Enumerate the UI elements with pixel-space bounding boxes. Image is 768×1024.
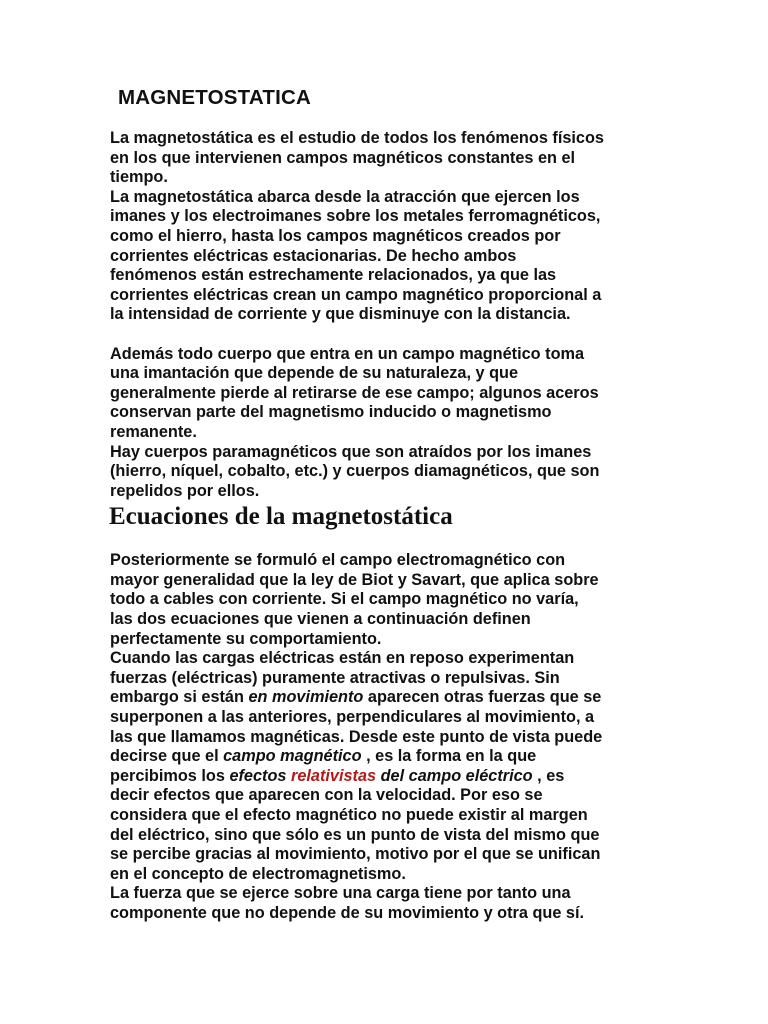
- text-line: como el hierro, hasta los campos magnéticos creados por: [110, 226, 561, 245]
- text-line: La fuerza que se ejerce sobre una carga tiene por tanto una: [110, 884, 571, 903]
- text-line: Posteriormente se formuló el campo electromagnético con: [110, 551, 566, 570]
- text-line: componente que no depende de su movimiento y otra que sí.: [110, 903, 585, 922]
- section-heading: Ecuaciones de la magnetostática: [109, 503, 453, 531]
- text-segment: , es: [532, 766, 565, 785]
- text-line: en el concepto de electromagnetismo.: [110, 864, 406, 883]
- italic-phrase: campo magnético: [223, 747, 362, 766]
- text-line: perfectamente su comportamiento.: [110, 629, 382, 648]
- text-line: Además todo cuerpo que entra en un campo magnético toma: [110, 344, 585, 363]
- text-segment: , es la forma en la que: [361, 747, 537, 766]
- text-segment: decirse que el: [110, 747, 224, 766]
- italic-phrase: en movimiento: [248, 688, 364, 707]
- text-line: remanente.: [110, 422, 197, 441]
- text-line: La magnetostática es el estudio de todos los fenómenos físicos: [110, 129, 604, 147]
- relativistas-link[interactable]: relativistas: [290, 766, 377, 785]
- text-segment: aparecen otras fuerzas que se: [363, 688, 602, 707]
- text-line: en los que intervienen campos magnéticos constantes en el: [110, 148, 576, 167]
- text-segment: percibimos los: [110, 766, 230, 785]
- text-line: repelidos por ellos.: [110, 481, 260, 500]
- text-line: corrientes eléctricas estacionarias. De hecho ambos: [110, 246, 517, 265]
- text-line: todo a cables con corriente. Si el campo magnético no varía,: [110, 590, 579, 609]
- text-line: [110, 688, 670, 708]
- text-line: La magnetostática abarca desde la atracción que ejercen los: [110, 187, 580, 206]
- text-line: (hierro, níquel, cobalto, etc.) y cuerpos diamagnéticos, que son: [110, 462, 600, 481]
- text-line: superponen a las anteriores, perpendiculares al movimiento, a: [110, 708, 595, 727]
- text-line: corrientes eléctricas crean un campo magnético proporcional a: [110, 285, 602, 304]
- text-line: las dos ecuaciones que vienen a continuación definen: [110, 610, 531, 629]
- text-line: decir efectos que aparecen con la velocidad. Por eso se: [110, 786, 543, 805]
- text-line: se percibe gracias al movimiento, motivo por el que se unifican: [110, 845, 601, 864]
- text-line: fenómenos están estrechamente relacionados, ya que las: [110, 266, 557, 285]
- magnetization-paragraph: [110, 345, 670, 502]
- text-line: tiempo.: [110, 168, 168, 187]
- text-line: fuerzas (eléctricas) puramente atractivas o repulsivas. Sin: [110, 668, 560, 687]
- text-line: [110, 767, 670, 787]
- text-line: Hay cuerpos paramagnéticos que son atraídos por los imanes: [110, 442, 592, 461]
- italic-phrase: del campo eléctrico: [380, 766, 533, 785]
- text-line: una imantación que depende de su naturaleza, y que: [110, 364, 519, 383]
- text-segment: embargo si están: [110, 688, 249, 707]
- text-line: las que llamamos magnéticas. Desde este punto de vista puede: [110, 727, 603, 746]
- document-page: [110, 86, 670, 924]
- text-line: Cuando las cargas eléctricas están en reposo experimentan: [110, 649, 575, 668]
- document-title: MAGNETOSTATICA: [118, 86, 311, 109]
- intro-paragraph: [110, 129, 670, 325]
- text-line: la intensidad de corriente y que disminuye con la distancia.: [110, 305, 571, 324]
- text-line: [110, 747, 670, 767]
- text-line: imanes y los electroimanes sobre los metales ferromagnéticos,: [110, 207, 601, 226]
- text-line: conservan parte del magnetismo inducido o magnetismo: [110, 403, 552, 422]
- equations-paragraph: [110, 551, 670, 923]
- text-line: mayor generalidad que la ley de Biot y Savart, que aplica sobre: [110, 570, 599, 589]
- text-line: generalmente pierde al retirarse de ese campo; algunos aceros: [110, 383, 599, 402]
- italic-phrase: efectos: [229, 766, 287, 785]
- paragraph-gap: [110, 325, 670, 345]
- text-line: considera que el efecto magnético no puede existir al margen: [110, 806, 588, 824]
- text-line: del eléctrico, sino que sólo es un punto de vista del mismo que: [110, 825, 600, 844]
